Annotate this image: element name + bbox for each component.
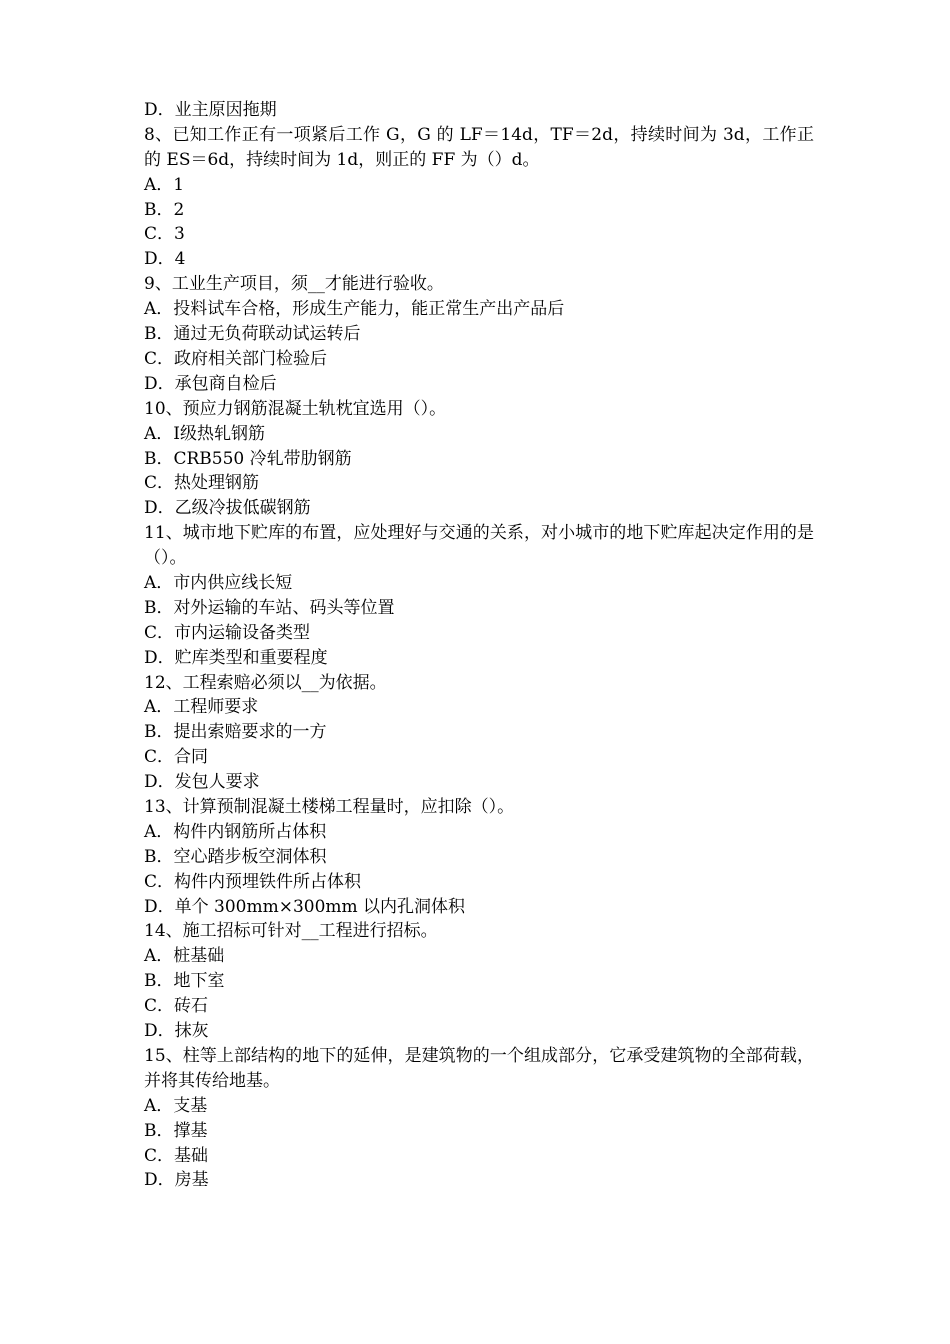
question-text: 13、计算预制混凝土楼梯工程量时，应扣除（）。: [144, 797, 515, 817]
answer-option: D．房基: [144, 1170, 209, 1191]
answer-option: D．业主原因拖期: [144, 100, 277, 120]
question-text: 14、施工招标可针对__工程进行招标。: [144, 921, 438, 942]
answer-option: C．基础: [144, 1145, 209, 1166]
question-text: 12、工程索赔必须以__为依据。: [144, 672, 387, 693]
answer-option: A．投料试车合格，形成生产能力，能正常生产出产品后: [144, 299, 565, 320]
answer-option: A．支基: [144, 1095, 208, 1116]
answer-option: C．热处理钢筋: [144, 473, 260, 494]
answer-option: C．市内运输设备类型: [144, 622, 311, 643]
document-body: [144, 98, 814, 1193]
answer-option: D．贮库类型和重要程度: [144, 647, 328, 668]
question-text: 9、工业生产项目，须__才能进行验收。: [144, 274, 444, 295]
question-text: 10、预应力钢筋混凝土轨枕宜选用（）。: [144, 398, 447, 419]
answer-option: A．市内供应线长短: [144, 572, 293, 593]
answer-option: C．合同: [144, 747, 209, 768]
answer-option: A．1: [144, 174, 185, 195]
answer-option: A．工程师要求: [144, 697, 259, 718]
answer-option: C．政府相关部门检验后: [144, 348, 328, 369]
question-text: 15、柱等上部结构的地下的延伸，是建筑物的一个组成部分，它承受建筑物的全部荷载，并将其传给地基。: [144, 1045, 814, 1091]
answer-option: D．承包商自检后: [144, 373, 277, 394]
question-text: 11、城市地下贮库的布置，应处理好与交通的关系，对小城市的地下贮库起决定作用的是（）。: [144, 523, 814, 569]
answer-option: C．构件内预埋铁件所占体积: [144, 871, 362, 892]
answer-option: B．对外运输的车站、码头等位置: [144, 597, 395, 618]
answer-option: C．砖石: [144, 996, 209, 1017]
answer-option: D．乙级冷拔低碳钢筋: [144, 498, 311, 519]
answer-option: D．4: [144, 249, 186, 270]
answer-option: A．构件内钢筋所占体积: [144, 821, 327, 842]
answer-option: C．3: [144, 224, 185, 245]
answer-option: B．通过无负荷联动试运转后: [144, 324, 361, 345]
answer-option: B．提出索赔要求的一方: [144, 722, 327, 743]
answer-option: B．撑基: [144, 1120, 208, 1141]
answer-option: A．桩基础: [144, 946, 225, 967]
answer-option: B．CRB550 冷轧带肋钢筋: [144, 448, 352, 469]
question-text: 8、已知工作正有一项紧后工作 G，G 的 LF＝14d，TF＝2d，持续时间为 3d，工作正的 ES＝6d，持续时间为 1d，则正的 FF 为（）d。: [144, 124, 814, 170]
answer-option: D．发包人要求: [144, 772, 260, 793]
answer-option: B．地下室: [144, 971, 225, 992]
answer-option: B．空心踏步板空洞体积: [144, 846, 327, 867]
answer-option: D．抹灰: [144, 1021, 209, 1042]
answer-option: A．Ⅰ级热轧钢筋: [144, 423, 265, 444]
answer-option: B．2: [144, 199, 185, 220]
answer-option: D．单个 300mm×300mm 以内孔洞体积: [144, 896, 466, 917]
